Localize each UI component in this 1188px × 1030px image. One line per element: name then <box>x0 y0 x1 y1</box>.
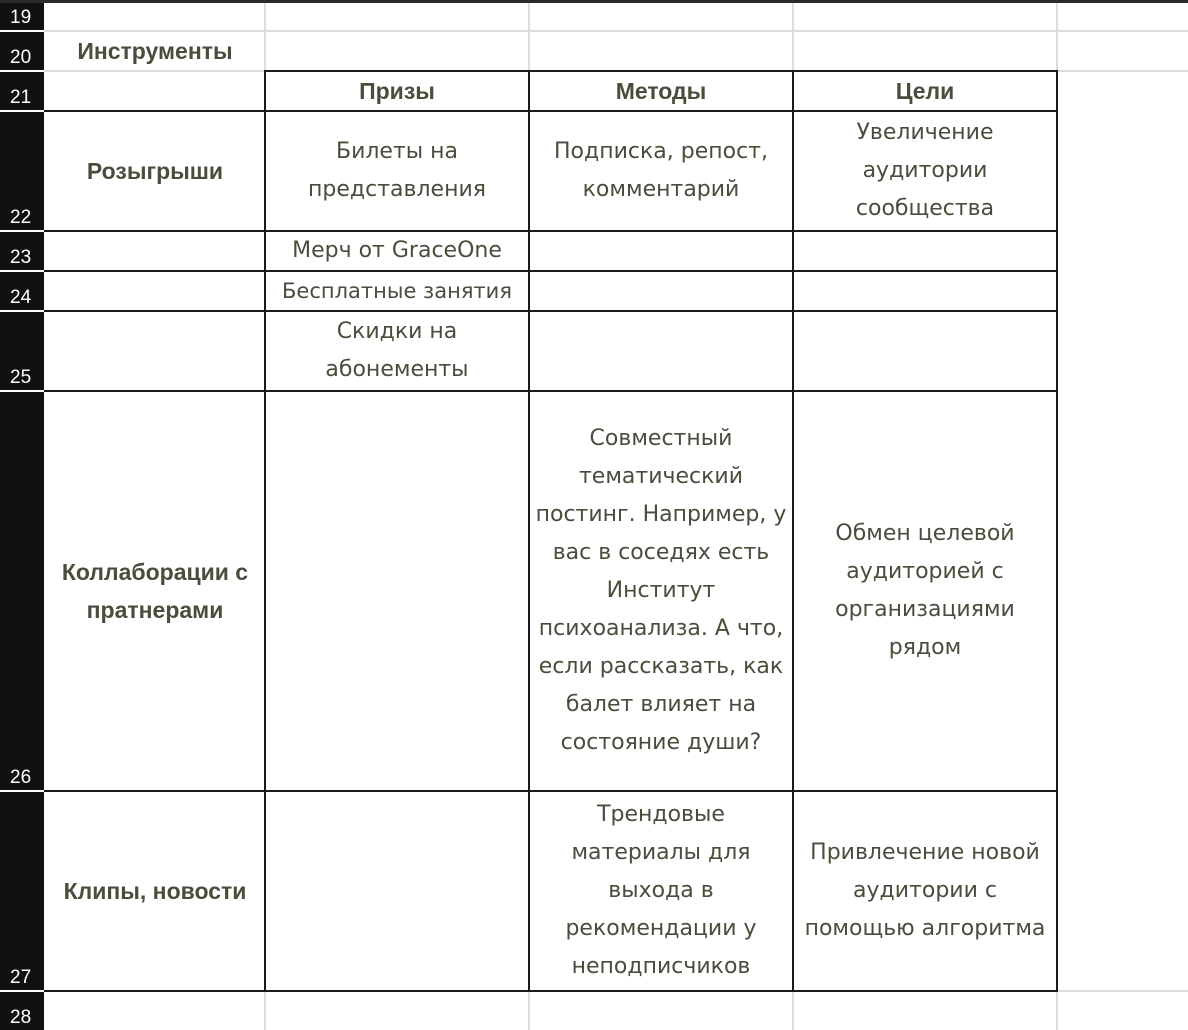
table-border-h22 <box>44 230 1058 232</box>
sheet-top-border <box>0 0 1188 3</box>
clips-method: Трендовые материалы для выхода в рекомендации у неподписчиков <box>565 802 757 979</box>
row-header-21[interactable] <box>0 72 44 112</box>
header-methods: Методы <box>615 78 707 104</box>
row-number: 25 <box>10 367 32 388</box>
row-number: 22 <box>10 207 32 228</box>
header-goals: Цели <box>895 78 955 104</box>
row-header-19[interactable] <box>0 3 44 32</box>
free-classes-prize: Бесплатные занятия <box>282 279 512 303</box>
clips-goal: Привлечение новой аудитории с помощью алгоритма <box>804 840 1046 941</box>
row-number: 20 <box>10 47 32 68</box>
row-number: 27 <box>10 967 32 988</box>
collab-goal-cell[interactable] <box>794 392 1056 790</box>
giveaways-label-cell[interactable] <box>46 112 264 230</box>
clips-method-cell[interactable] <box>530 792 792 990</box>
giveaways-label: Розыгрыши <box>86 158 224 184</box>
merch-prize: Мерч от GraceOne <box>292 238 502 263</box>
row-header-25[interactable] <box>0 312 44 392</box>
row-number: 23 <box>10 247 32 268</box>
table-border-v4 <box>1056 70 1058 992</box>
collab-goal: Обмен целевой аудиторией с организациями рядом <box>835 521 1015 660</box>
row-number: 19 <box>10 7 32 28</box>
row-header-20[interactable] <box>0 32 44 72</box>
clips-goal-cell[interactable] <box>794 792 1056 990</box>
row-number: 28 <box>10 1007 32 1028</box>
section-title: Инструменты <box>77 38 233 64</box>
table-border-h24 <box>44 310 1058 312</box>
row-number: 24 <box>10 287 32 308</box>
clips-label: Клипы, новости <box>63 878 247 904</box>
row-header-28[interactable] <box>0 992 44 1030</box>
header-methods-cell[interactable] <box>530 72 792 110</box>
table-border-h23 <box>44 270 1058 272</box>
collab-label: Коллаборации с пратнерами <box>61 559 249 623</box>
discounts-prize: Скидки на абонементы <box>325 319 469 382</box>
clips-label-cell[interactable] <box>46 792 264 990</box>
collab-method: Совместный тематический постинг. Например, у вас в соседях есть Институт психоанализа. А что, если рассказать, как балет влияет на состояние души? <box>535 426 787 755</box>
collab-method-cell[interactable] <box>530 392 792 790</box>
row-number: 21 <box>10 87 32 108</box>
giveaways-method: Подписка, репост, комментарий <box>554 139 768 202</box>
row-header-24[interactable] <box>0 272 44 312</box>
giveaways-goal-cell[interactable] <box>794 112 1056 230</box>
row-header-27[interactable] <box>0 792 44 992</box>
section-title-cell[interactable] <box>46 32 264 70</box>
row-header-22[interactable] <box>0 112 44 232</box>
header-prizes-cell[interactable] <box>266 72 528 110</box>
giveaways-method-cell[interactable] <box>530 112 792 230</box>
discounts-prize-cell[interactable] <box>266 312 528 390</box>
merch-prize-cell[interactable] <box>266 232 528 270</box>
table-border-h27 <box>44 990 1058 992</box>
header-goals-cell[interactable] <box>794 72 1056 110</box>
collab-label-cell[interactable] <box>46 392 264 790</box>
free-classes-prize-cell[interactable] <box>266 272 528 310</box>
row-number: 26 <box>10 767 32 788</box>
header-prizes: Призы <box>359 78 435 104</box>
row-header-23[interactable] <box>0 232 44 272</box>
giveaways-goal: Увеличение аудитории сообщества <box>855 120 995 221</box>
row-header-26[interactable] <box>0 392 44 792</box>
giveaways-prize-cell[interactable] <box>266 112 528 230</box>
giveaways-prize: Билеты на представления <box>308 139 486 202</box>
